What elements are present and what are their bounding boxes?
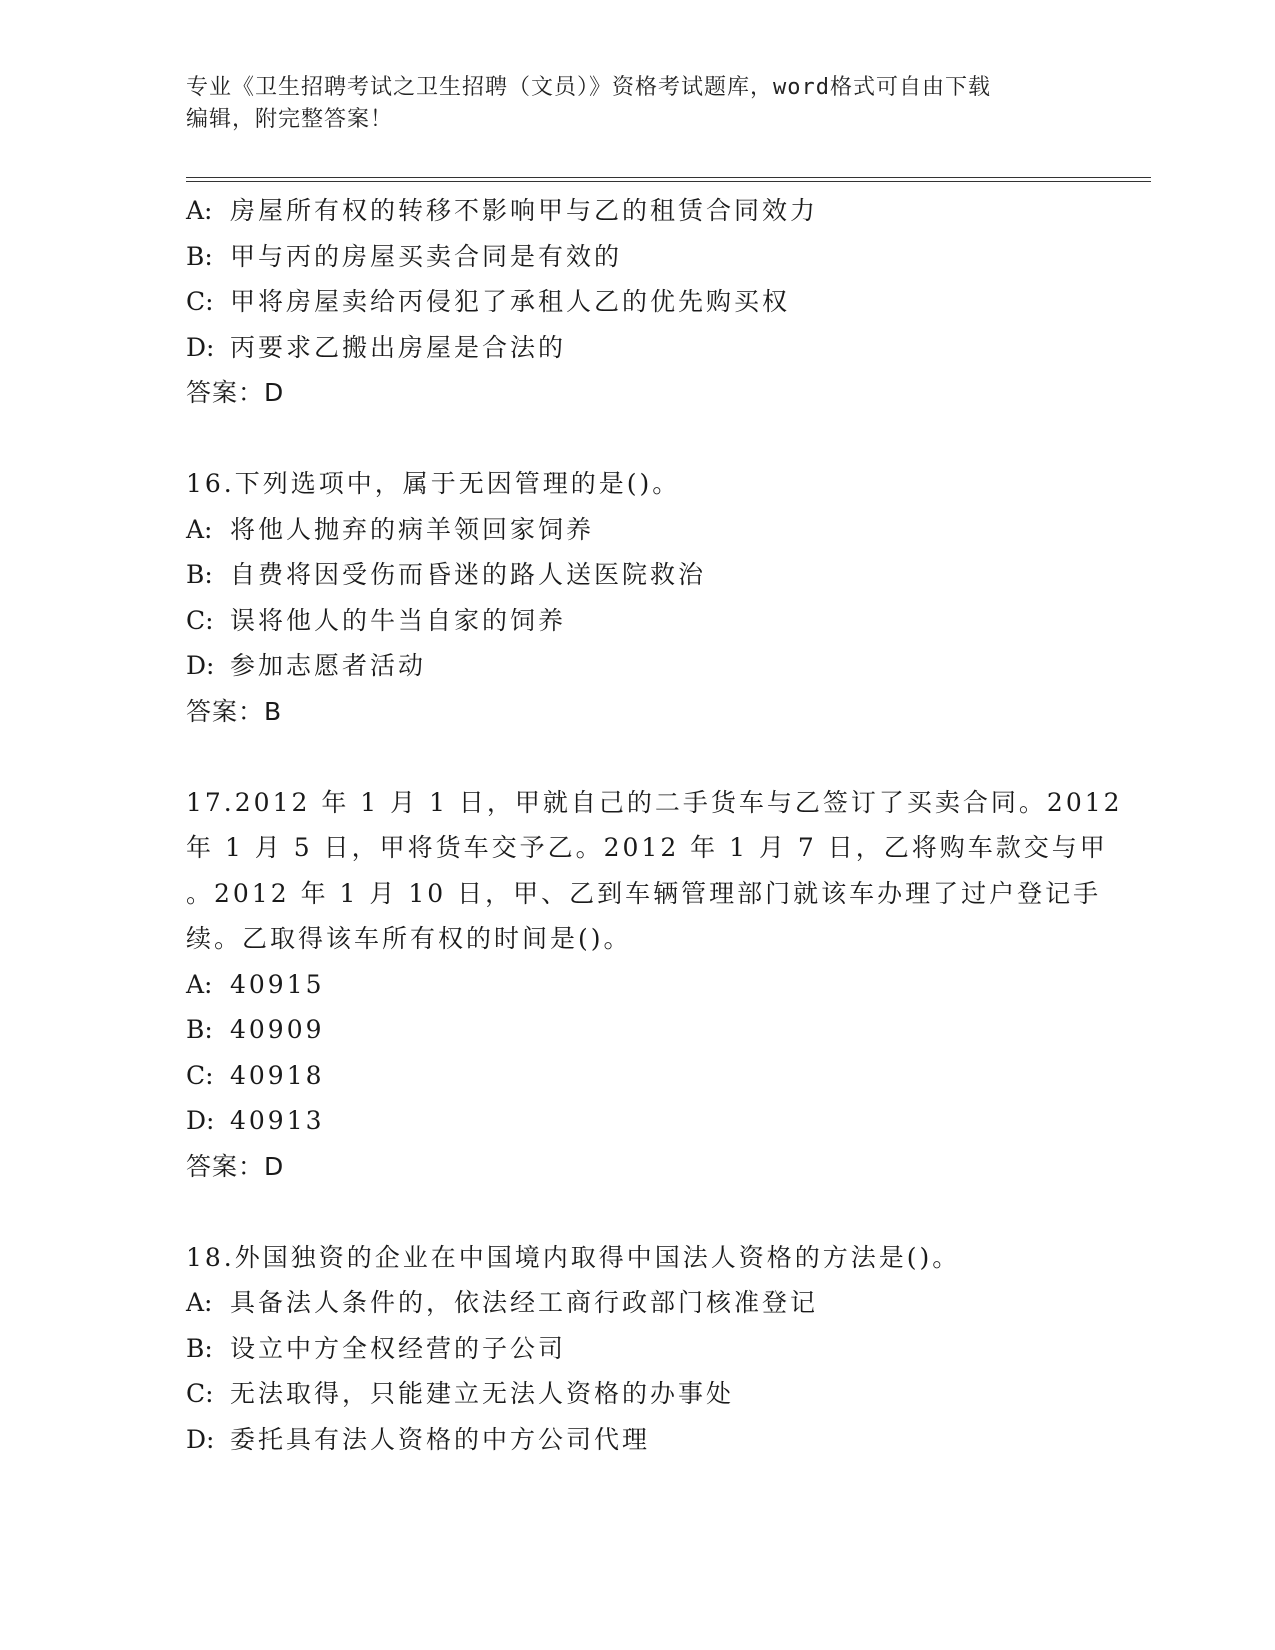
- question-stem-line: 。2012 年 1 月 10 日，甲、乙到车辆管理部门就该车办理了过户登记手: [186, 878, 1102, 908]
- header-divider: [186, 177, 1151, 182]
- header-line-2: 编辑，附完整答案！: [186, 107, 394, 132]
- option-d: D: 40913: [186, 1106, 325, 1135]
- answer: 答案：B: [186, 696, 283, 726]
- option-b: B: 设立中方全权经营的子公司: [186, 1333, 567, 1363]
- option-b: B: 40909: [186, 1015, 325, 1044]
- option-b: B: 甲与丙的房屋买卖合同是有效的: [186, 241, 623, 271]
- question-stem-line: 续。乙取得该车所有权的时间是()。: [186, 924, 632, 953]
- option-b: B: 自费将因受伤而昏迷的路人送医院救治: [186, 560, 707, 589]
- option-d: D: 委托具有法人资格的中方公司代理: [186, 1424, 651, 1454]
- option-d: D: 丙要求乙搬出房屋是合法的: [186, 332, 567, 362]
- option-a: A: 具备法人条件的，依法经工商行政部门核准登记: [186, 1288, 819, 1317]
- document-header: [186, 72, 1086, 136]
- spacer: [186, 1189, 1151, 1235]
- answer: 答案：D: [186, 1151, 285, 1181]
- question-list: [186, 188, 1151, 1462]
- header-line-1: 专业《卫生招聘考试之卫生招聘（文员）》资格考试题库，word格式可自由下载: [186, 75, 991, 100]
- option-c: C: 甲将房屋卖给丙侵犯了承租人乙的优先购买权: [186, 287, 791, 316]
- option-c: C: 40918: [186, 1060, 325, 1090]
- option-d: D: 参加志愿者活动: [186, 651, 427, 680]
- question-stem-line: 年 1 月 5 日，甲将货车交予乙。2012 年 1 月 7 日，乙将购车款交与甲: [186, 833, 1108, 862]
- spacer: [186, 416, 1151, 462]
- question-stem: 18.外国独资的企业在中国境内取得中国法人资格的方法是()。: [186, 1242, 961, 1272]
- question-16: [186, 461, 1151, 734]
- option-a: A: 40915: [186, 969, 325, 999]
- option-c: C: 误将他人的牛当自家的饲养: [186, 605, 567, 635]
- option-c: C: 无法取得，只能建立无法人资格的办事处: [186, 1379, 735, 1408]
- answer: 答案：D: [186, 378, 285, 407]
- option-a: A: 房屋所有权的转移不影响甲与乙的租赁合同效力: [186, 196, 819, 225]
- option-a: A: 将他人抛弃的病羊领回家饲养: [186, 514, 595, 544]
- question-17: [186, 780, 1151, 1190]
- question-stem-line: 17.2012 年 1 月 1 日，甲就自己的二手货车与乙签订了买卖合同。2012: [186, 787, 1123, 817]
- question-15: [186, 188, 1151, 416]
- question-18: [186, 1235, 1151, 1463]
- question-stem: 16.下列选项中，属于无因管理的是()。: [186, 469, 681, 498]
- spacer: [186, 734, 1151, 780]
